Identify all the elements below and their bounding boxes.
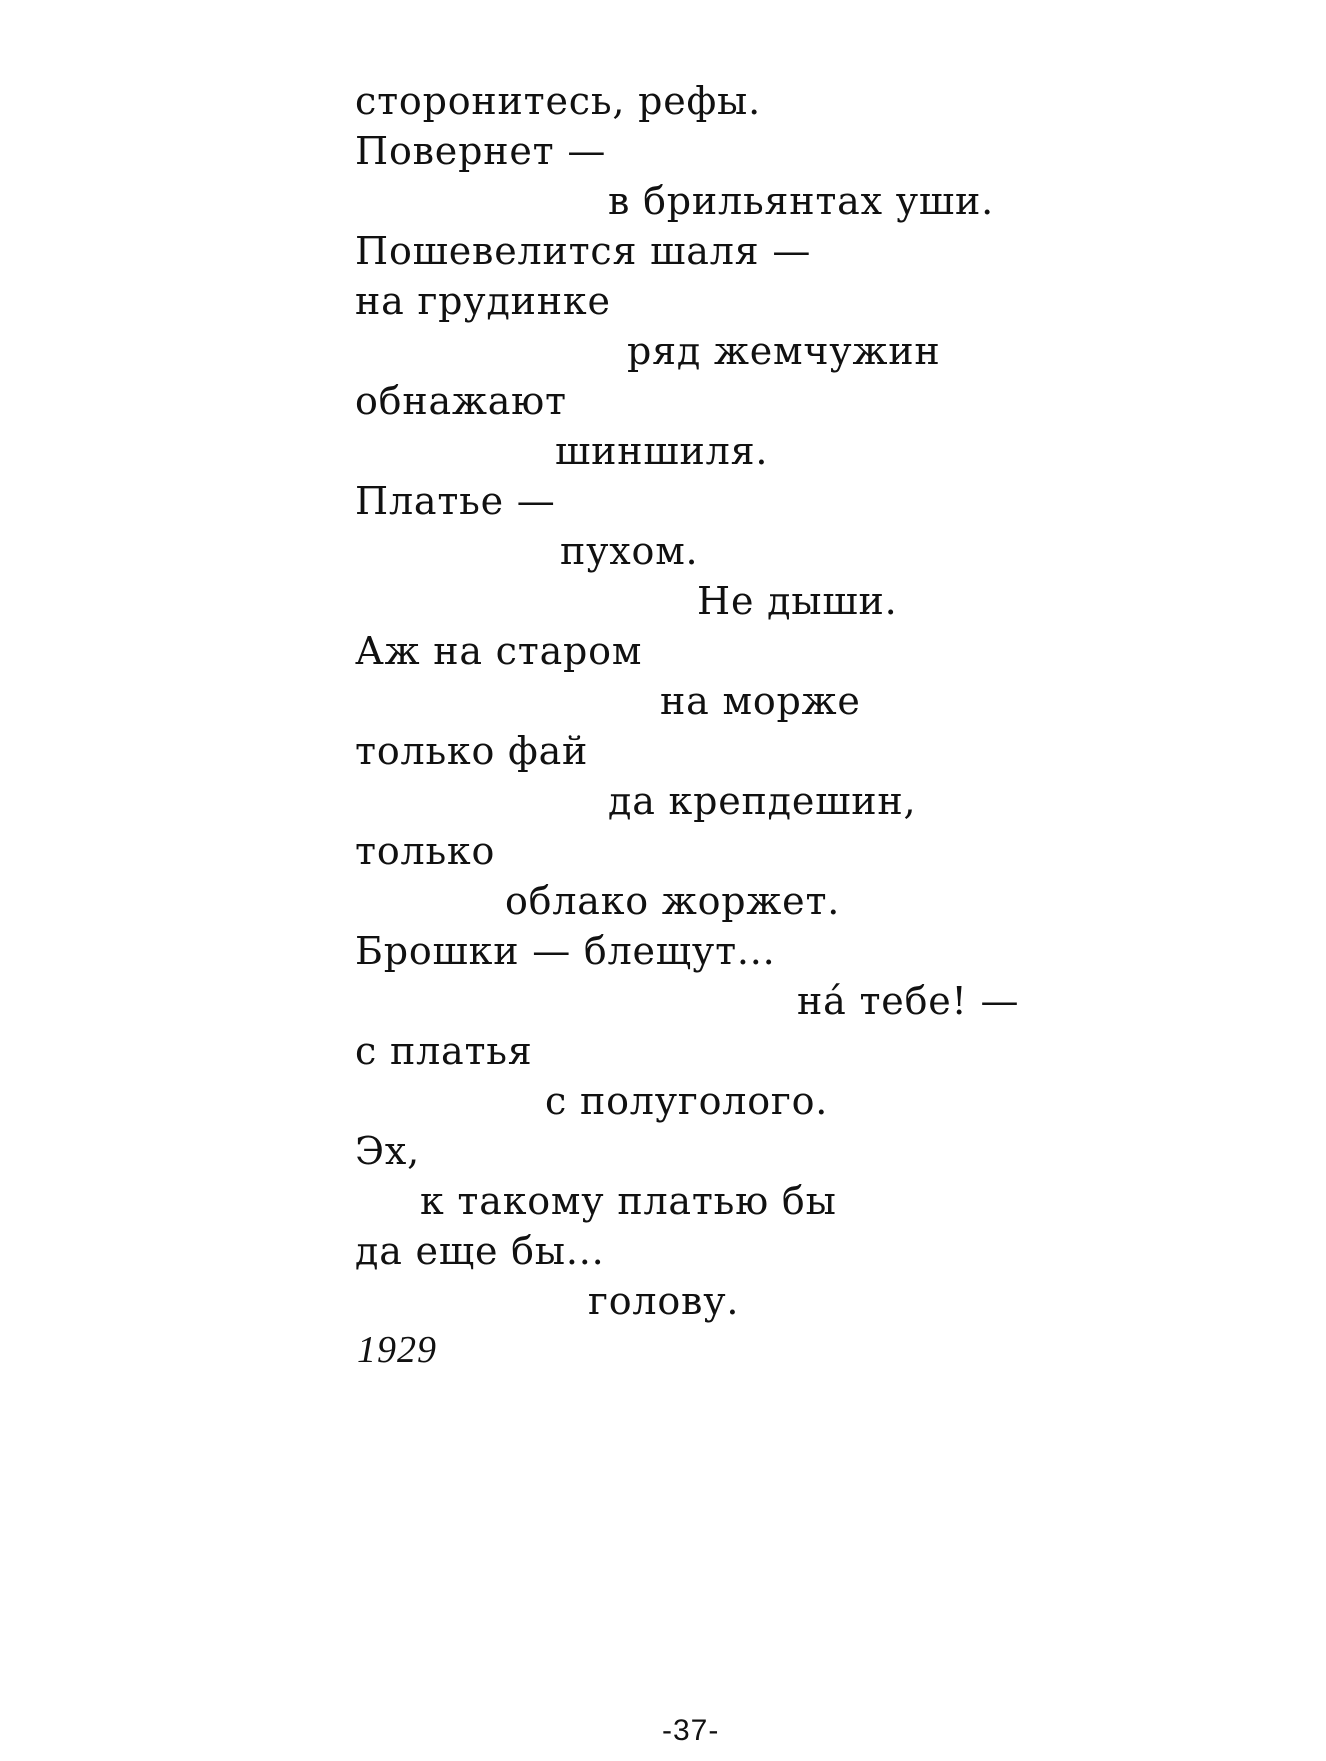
- poem-line: Пошевелится шаля —: [355, 229, 812, 273]
- poem-line: на грудинке: [355, 279, 611, 323]
- poem-line: Брошки — блещут...: [355, 929, 776, 973]
- page-number: -37-: [662, 1714, 720, 1747]
- poem-line: Эх,: [355, 1129, 420, 1173]
- poem-line: к такому платью бы: [420, 1179, 837, 1223]
- poem-line: в брильянтах уши.: [608, 179, 995, 223]
- poem-line: Аж на старом: [355, 629, 643, 673]
- poem-line: да еще бы...: [355, 1229, 605, 1273]
- poem-line: сторонитесь, рефы.: [355, 79, 761, 123]
- poem-line: нá тебе! —: [797, 979, 1020, 1023]
- poem-line: облако жоржет.: [505, 879, 841, 923]
- poem-line: обнажают: [355, 379, 567, 423]
- poem-line: с полуголого.: [545, 1079, 829, 1123]
- poem-line: голову.: [588, 1279, 740, 1323]
- poem-line: шиншиля.: [555, 429, 769, 473]
- poem-line: ряд жемчужин: [627, 329, 941, 373]
- poem-line: Повернет —: [355, 129, 607, 173]
- poem-line: на морже: [660, 679, 861, 723]
- poem-line: только фай: [355, 729, 589, 773]
- poem-line: Не дыши.: [697, 579, 898, 623]
- poem-line: Платье —: [355, 479, 556, 523]
- poem-line: с платья: [355, 1029, 533, 1073]
- poem-line: пухом.: [560, 529, 699, 573]
- poem-line: только: [355, 829, 496, 873]
- poem-year: 1929: [357, 1329, 437, 1371]
- poem-line: да крепдешин,: [608, 779, 917, 823]
